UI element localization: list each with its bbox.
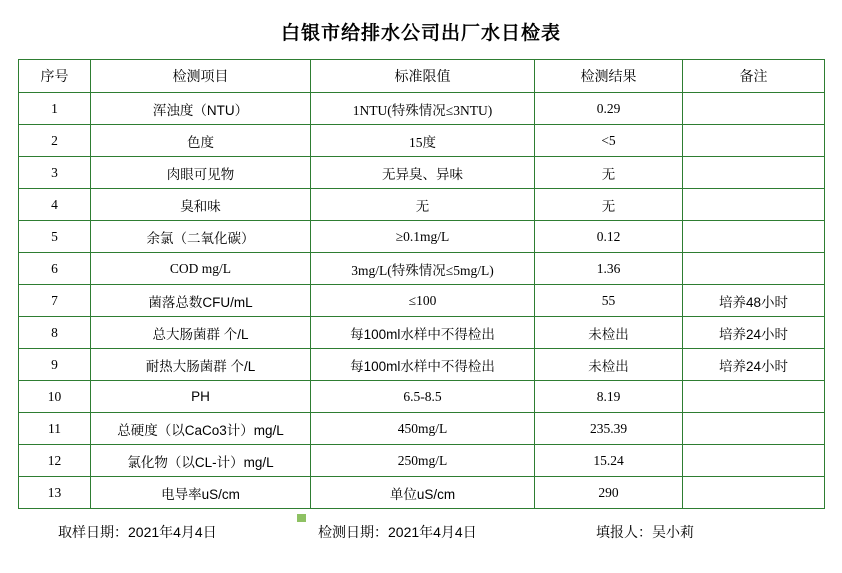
reporter-name: 填报人：吴小莉 (596, 524, 694, 540)
cell-item: COD mg/L (91, 253, 311, 285)
cell-limit: 1NTU(特殊情况≤3NTU) (311, 93, 535, 125)
table-row (19, 413, 825, 445)
table-row (19, 317, 825, 349)
cell-remark: 培养48小时 (683, 285, 825, 317)
table-body (19, 93, 825, 509)
cell-result: 0.12 (535, 221, 683, 253)
cell-result: 1.36 (535, 253, 683, 285)
cell-limit: 450mg/L (311, 413, 535, 445)
cell-result: 290 (535, 477, 683, 509)
cell-no: 2 (19, 125, 91, 157)
cell-item: 电导率uS/cm (91, 477, 311, 509)
cell-limit: 无 (311, 189, 535, 221)
table-header-row (19, 60, 825, 93)
page-title: 白银市给排水公司出厂水日检表 (280, 23, 561, 44)
table-row (19, 189, 825, 221)
cell-limit: 单位uS/cm (311, 477, 535, 509)
table-row (19, 477, 825, 509)
cell-no: 6 (19, 253, 91, 285)
cell-limit: 每100ml水样中不得检出 (311, 349, 535, 381)
cell-no: 12 (19, 445, 91, 477)
column-header-no: 序号 (19, 60, 91, 93)
cell-item: 总硬度（以CaCo3计）mg/L (91, 413, 311, 445)
cell-item: 余氯（二氧化碳） (91, 221, 311, 253)
test-date: 检测日期：2021年4月4日 (318, 524, 477, 540)
table-row (19, 93, 825, 125)
cell-result: 无 (535, 157, 683, 189)
sample-date: 取样日期：2021年4月4日 (58, 524, 217, 540)
cell-remark (683, 381, 825, 413)
cell-limit: ≥0.1mg/L (311, 221, 535, 253)
cell-no: 8 (19, 317, 91, 349)
cell-remark (683, 445, 825, 477)
cell-remark (683, 189, 825, 221)
cell-result: 0.29 (535, 93, 683, 125)
cell-limit: 每100ml水样中不得检出 (311, 317, 535, 349)
water-quality-table (18, 59, 825, 509)
cell-remark (683, 253, 825, 285)
cell-result: 15.24 (535, 445, 683, 477)
cell-no: 13 (19, 477, 91, 509)
table-header (19, 60, 825, 93)
cell-limit: 250mg/L (311, 445, 535, 477)
cell-remark (683, 125, 825, 157)
green-marker-icon (297, 514, 306, 522)
cell-no: 3 (19, 157, 91, 189)
cell-item: 浑浊度（NTU） (91, 93, 311, 125)
cell-limit: 15度 (311, 125, 535, 157)
column-header-item: 检测项目 (91, 60, 311, 93)
cell-result: 235.39 (535, 413, 683, 445)
document-footer (18, 509, 824, 542)
cell-no: 4 (19, 189, 91, 221)
column-header-limit: 标准限值 (311, 60, 535, 93)
cell-limit: 3mg/L(特殊情况≤5mg/L) (311, 253, 535, 285)
table-row (19, 253, 825, 285)
cell-remark (683, 157, 825, 189)
cell-remark (683, 477, 825, 509)
cell-no: 10 (19, 381, 91, 413)
cell-item: 色度 (91, 125, 311, 157)
cell-item: 总大肠菌群 个/L (91, 317, 311, 349)
cell-result: 未检出 (535, 349, 683, 381)
cell-no: 11 (19, 413, 91, 445)
cell-remark (683, 93, 825, 125)
cell-item: 肉眼可见物 (91, 157, 311, 189)
cell-remark: 培养24小时 (683, 349, 825, 381)
cell-no: 5 (19, 221, 91, 253)
cell-no: 1 (19, 93, 91, 125)
table-row (19, 157, 825, 189)
table-row (19, 221, 825, 253)
cell-remark: 培养24小时 (683, 317, 825, 349)
cell-result: 未检出 (535, 317, 683, 349)
cell-remark (683, 221, 825, 253)
cell-no: 7 (19, 285, 91, 317)
cell-limit: ≤100 (311, 285, 535, 317)
cell-limit: 6.5-8.5 (311, 381, 535, 413)
cell-no: 9 (19, 349, 91, 381)
cell-item: 氯化物（以CL-计）mg/L (91, 445, 311, 477)
cell-item: 菌落总数CFU/mL (91, 285, 311, 317)
cell-limit: 无异臭、异味 (311, 157, 535, 189)
table-row (19, 445, 825, 477)
table-row (19, 125, 825, 157)
cell-item: 臭和味 (91, 189, 311, 221)
cell-result: <5 (535, 125, 683, 157)
cell-result: 无 (535, 189, 683, 221)
table-row (19, 381, 825, 413)
column-header-remark: 备注 (683, 60, 825, 93)
cell-item: 耐热大肠菌群 个/L (91, 349, 311, 381)
column-header-result: 检测结果 (535, 60, 683, 93)
table-row (19, 285, 825, 317)
cell-result: 55 (535, 285, 683, 317)
table-container (0, 59, 842, 509)
cell-result: 8.19 (535, 381, 683, 413)
cell-remark (683, 413, 825, 445)
table-row (19, 349, 825, 381)
cell-item: PH (91, 381, 311, 413)
